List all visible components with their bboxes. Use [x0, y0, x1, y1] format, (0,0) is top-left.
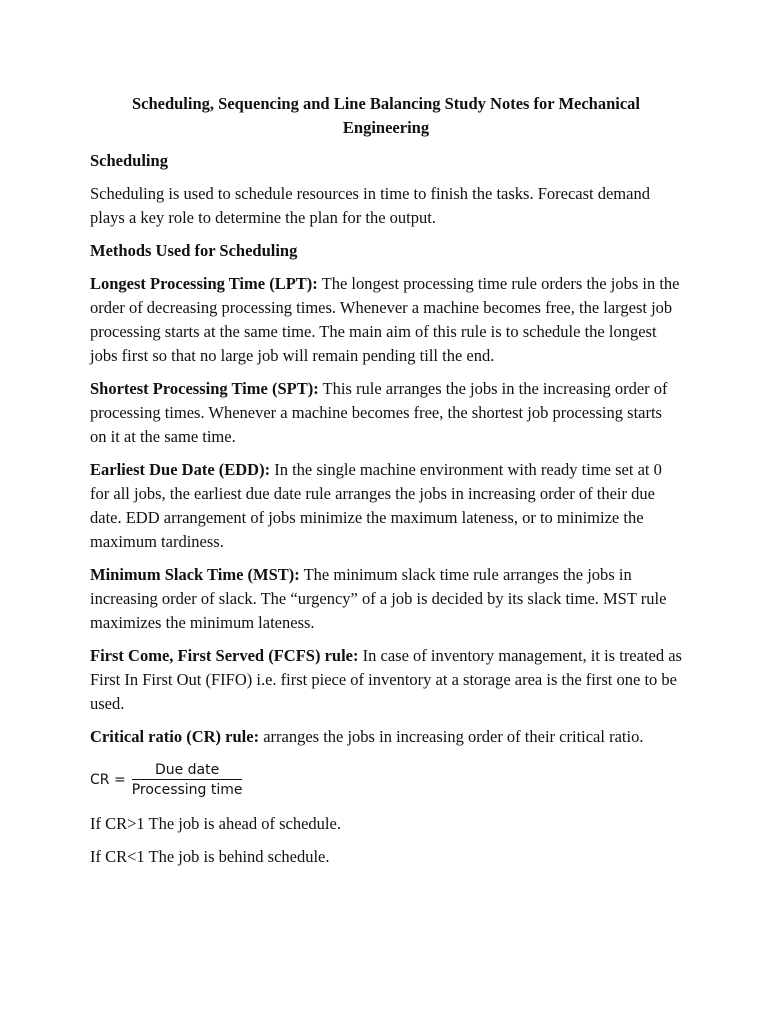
- method-term: Longest Processing Time (LPT):: [90, 274, 318, 293]
- document-page: [90, 92, 682, 878]
- method-edd: [90, 458, 682, 554]
- intro-paragraph: Scheduling is used to schedule resources in time to finish the tasks. Forecast demand plays a key role to determine the plan for the output.: [90, 184, 650, 227]
- method-description: The longest processing time rule orders the jobs in the order of decreasing processing times. Whenever a machine becomes free, the largest job processing starts at the same time. The main aim of this rule is to schedule the longest jobs first so that no large job will remain pending till the end.: [90, 274, 680, 365]
- method-term: Critical ratio (CR) rule:: [90, 727, 260, 746]
- formula-fraction: [130, 762, 245, 798]
- method-description: arranges the jobs in increasing order of their critical ratio.: [259, 727, 644, 746]
- method-fcfs: [90, 644, 682, 716]
- method-description: This rule arranges the jobs in the increasing order of processing times. Whenever a machine becomes free, the shortest job processing starts on it at the same time.: [90, 379, 668, 446]
- method-description: The minimum slack time rule arranges the jobs in increasing order of slack. The “urgency” of a job is decided by its slack time. MST rule maximizes the minimum lateness.: [90, 565, 667, 632]
- methods-heading: Methods Used for Scheduling: [90, 241, 298, 260]
- condition-ahead: If CR>1 The job is ahead of schedule.: [90, 814, 341, 833]
- method-term: First Come, First Served (FCFS) rule:: [90, 646, 359, 665]
- formula-lhs: CR =: [90, 772, 126, 788]
- cr-formula: [90, 758, 682, 802]
- condition-behind: If CR<1 The job is behind schedule.: [90, 847, 330, 866]
- method-cr: [90, 725, 682, 749]
- method-term: Shortest Processing Time (SPT):: [90, 379, 319, 398]
- page-title: Scheduling, Sequencing and Line Balancing Study Notes for Mechanical Engineering: [131, 94, 641, 137]
- section-heading: Scheduling: [90, 151, 168, 170]
- method-description: In the single machine environment with ready time set at 0 for all jobs, the earliest due date rule arranges the jobs in increasing order of their due date. EDD arrangement of jobs minimize the maximum lateness, or to minimize the maximum tardiness.: [90, 460, 662, 551]
- method-mst: [90, 563, 682, 635]
- method-lpt: [90, 272, 682, 368]
- formula-numerator: Due date: [132, 762, 242, 780]
- formula-denominator: Processing time: [131, 782, 243, 798]
- method-term: Minimum Slack Time (MST):: [90, 565, 300, 584]
- method-description: In case of inventory management, it is treated as First In First Out (FIFO) i.e. first piece of inventory at a storage area is the first one to be used.: [90, 646, 682, 713]
- method-term: Earliest Due Date (EDD):: [90, 460, 271, 479]
- method-spt: [90, 377, 682, 449]
